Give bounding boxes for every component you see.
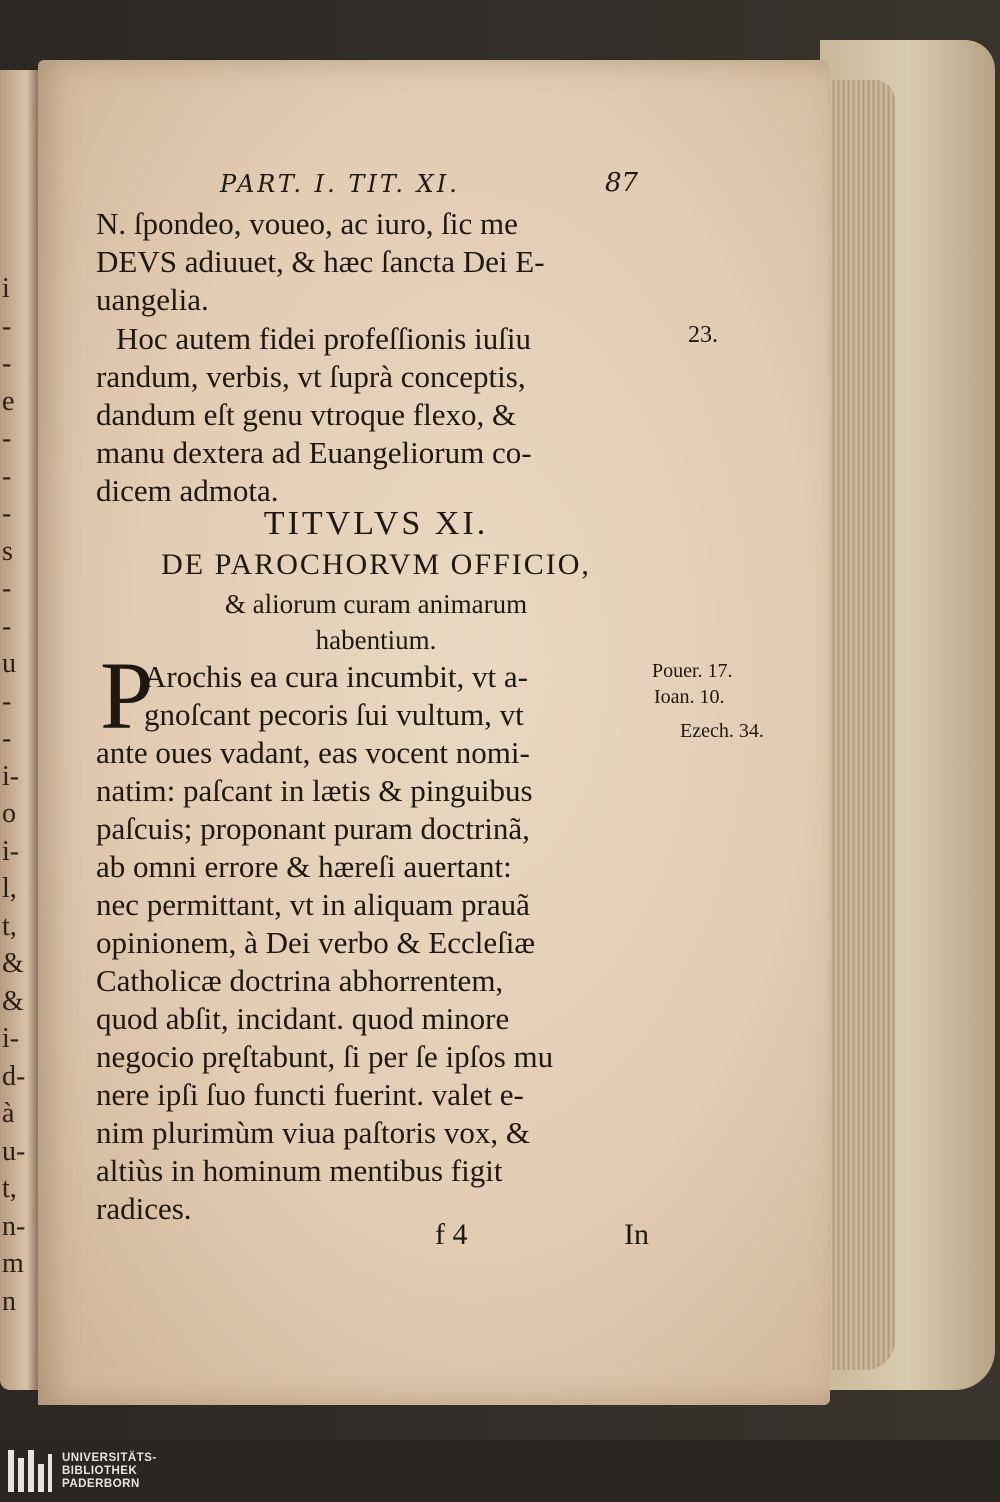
text-line: opinionem, à Dei verbo & Eccleſiæ (96, 925, 536, 960)
text-line: nere ipſi ſuo functi fuerint. valet e- (96, 1077, 524, 1112)
section-subtitle-cont (96, 586, 656, 658)
left-page-edge (0, 70, 38, 1390)
text-line: altiùs in hominum mentibus figit (96, 1153, 503, 1188)
left-fragment: - (2, 460, 12, 492)
text-line: natim: paſcant in lætis & pinguibus (96, 773, 533, 808)
text-line: manu dextera ad Euangeliorum co- (96, 435, 532, 470)
text-line: N. ſpondeo, voueo, ac iuro, ſic me (96, 206, 518, 241)
library-name-line: PADERBORN (62, 1478, 140, 1490)
left-page-fragments (2, 270, 36, 1320)
left-fragment: i- (2, 1023, 20, 1054)
drop-cap: P (100, 642, 154, 749)
left-fragment: à (2, 1098, 15, 1129)
left-fragment: n- (2, 1210, 26, 1242)
text-line: radices. (96, 1191, 192, 1226)
left-fragment: - (2, 310, 12, 342)
subtitle-line: & aliorum curam animarum (224, 589, 528, 619)
left-fragment: - (2, 610, 12, 642)
left-fragment: & (2, 985, 24, 1017)
signature-mark: f 4 (435, 1218, 468, 1251)
left-fragment: - (2, 498, 12, 529)
section-subtitle: DE PAROCHORVM OFFICIO, (161, 548, 591, 581)
left-fragment: t, (2, 1173, 17, 1204)
library-logo-icon (6, 1448, 54, 1494)
left-fragment: - (2, 573, 12, 604)
text-line: nec permittant, vt in aliquam prauã (96, 887, 530, 922)
left-fragment: u- (2, 1135, 26, 1167)
library-name-line: BIBLIOTHEK (62, 1465, 138, 1477)
left-fragment: & (2, 948, 24, 979)
text-line: negocio pręſtabunt, ſi per ſe ipſos mu (96, 1039, 554, 1074)
text-line: nim plurimùm viua paſtoris vox, & (96, 1115, 530, 1150)
left-fragment: - (2, 348, 12, 379)
oath-text (96, 205, 656, 319)
text-line: dandum eſt genu vtroque flexo, & (96, 397, 517, 432)
page-number: 87 (605, 168, 639, 198)
text-line: DEVS adiuuet, & hæc ſancta Dei E- (96, 244, 545, 279)
left-fragment: e (2, 385, 15, 417)
left-fragment: u (2, 648, 16, 679)
text-line: paſcuis; proponant puram doctrinã, (96, 811, 530, 846)
text-line: gnoſcant pecoris ſui vultum, vt (144, 697, 524, 732)
text-line: Catholicæ doctrina abhorrentem, (96, 963, 504, 998)
text-line: uangelia. (96, 282, 209, 317)
library-name (62, 1452, 157, 1491)
left-fragment: m (2, 1248, 24, 1279)
text-line: Hoc autem fidei profeſſionis iuſiu (116, 321, 531, 356)
subtitle-line: habentium. (315, 625, 437, 655)
margin-number: 23. (688, 322, 718, 348)
left-fragment: o (2, 798, 16, 829)
margin-ref: Ioan. 10. (654, 686, 725, 708)
text-line: ab omni errore & hæreſi auertant: (96, 849, 512, 884)
running-title: PART. I. TIT. XI. (220, 170, 460, 198)
margin-ref: Pouer. 17. (652, 660, 733, 682)
left-fragment: - (2, 423, 12, 454)
left-fragment: - (2, 723, 12, 754)
text-line: quod abſit, incidant. quod minore (96, 1001, 510, 1036)
library-footer (0, 1440, 1000, 1502)
text-line: ante oues vadant, eas vocent nomi- (96, 735, 530, 770)
left-fragment: t, (2, 910, 17, 942)
left-fragment: - (2, 685, 12, 717)
left-fragment: i (2, 273, 10, 304)
text-line: dicem admota. (96, 473, 279, 508)
left-fragment: n (2, 1285, 16, 1317)
left-fragment: i- (2, 760, 20, 792)
left-fragment: i- (2, 835, 20, 867)
left-fragment: s (2, 535, 13, 567)
library-name-line: UNIVERSITÄTS- (62, 1452, 157, 1464)
margin-ref: Ezech. 34. (680, 720, 764, 742)
left-fragment: l, (2, 873, 17, 904)
catchword: In (624, 1218, 649, 1251)
text-line: Arochis ea cura incumbit, vt a- (144, 659, 528, 694)
paragraph-oath-manner (96, 320, 656, 510)
text-line: randum, verbis, vt ſuprà conceptis, (96, 359, 526, 394)
paragraph-parish-duties (96, 658, 656, 1228)
left-fragment: d- (2, 1060, 26, 1092)
section-title: TITVLVS XI. (263, 505, 489, 542)
